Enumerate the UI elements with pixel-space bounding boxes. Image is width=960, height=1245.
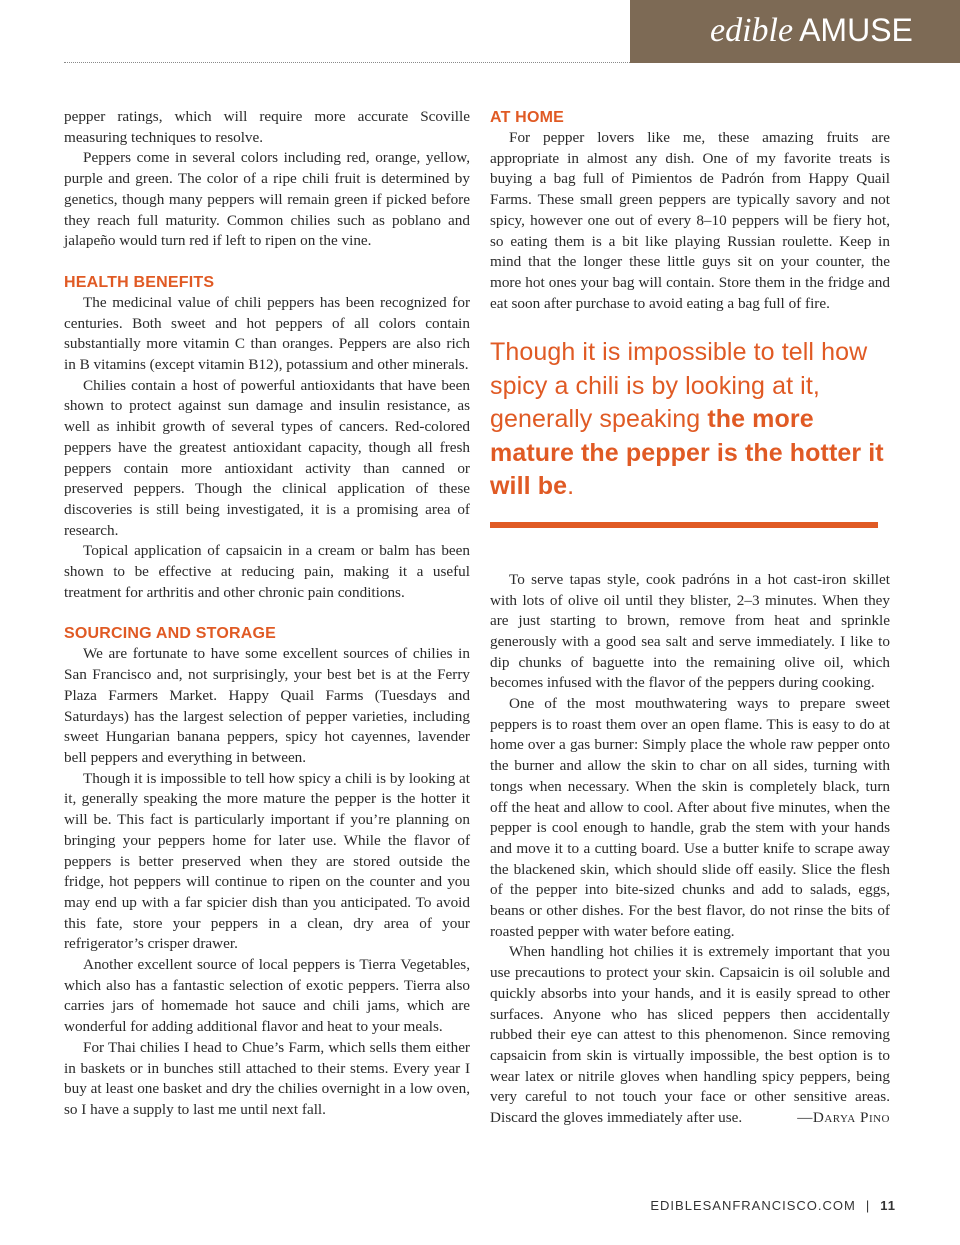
heading-sourcing-storage: SOURCING AND STORAGE xyxy=(64,625,277,643)
section-header-tab xyxy=(630,0,960,63)
heading-at-home: AT HOME xyxy=(490,109,564,126)
paragraph: Peppers come in several colors including red, orange, yellow, purple and green. The color of a ripe chili fruit is determined by genetics, though many peppers will remain green if picked before they reach full maturity. Common chilies such as poblano and jalapeño would turn red if left to ripen on the vine. xyxy=(64,149,470,250)
right-column xyxy=(490,107,890,1129)
paragraph: Chilies contain a host of powerful antioxidants that have been shown to protect against sun damage and insulin resistance, as well as inhibit growth of several types of cancers. Red-colored peppers have the greatest antioxidant capacity, though all fresh peppers contain more antioxidant activity than canned or preserved peppers. Though the clinical application of these discoveries is still being investigated, it is a promising area of research. xyxy=(64,376,470,539)
paragraph: For pepper lovers like me, these amazing fruits are appropriate in almost any dish. One of my favorite treats is buying a bag full of Pimientos de Padrón from Happy Quail Farms. These small green peppers are typically savory and not spicy, however one out of every 8–10 peppers will be fiery hot, so eating them is a bit like playing Russian roulette. Keep in mind that the longer these little guys sit on your counter, the more hot ones your bag will contain. Store them in the fridge and eat soon after purchase to avoid eating a bag full of fire. xyxy=(490,129,890,312)
footer-separator: | xyxy=(865,1198,871,1213)
paragraph: Another excellent source of local peppers is Tierra Vegetables, which also has a fantastic selection of exotic peppers. Tierra also carries jars of homemade hot sauce and chili jams, which are wonderful for adding additional flavor and heat to your meals. xyxy=(64,956,470,1036)
website-url: EDIBLESANFRANCISCO.COM xyxy=(650,1198,856,1213)
left-column xyxy=(64,107,470,1121)
paragraph: One of the most mouthwatering ways to prepare sweet peppers is to roast them over an open flame. This is easy to do at home over a gas burner: Simply place the whole raw pepper onto the burner and allow the skin to char on all sides, turning with tongs when necessary. When the skin is completely black, turn off the heat and allow to cool. After about five minutes, when the pepper is cool enough to handle, grab the stem with your hands and move it to a cutting board. Use a butter knife to scrape away the blackened skin, which should slide off easily. Slice the flesh of the pepper into bite-sized chunks and add to salads, eggs, beans or other dishes. For the best flavor, do not rinse the bits of roasted pepper with water before eating. xyxy=(490,695,890,940)
paragraph-text: When handling hot chilies it is extremely important that you use precautions to protect your skin. Capsaicin is oil soluble and quickly absorbs into your hands, and it is easily spread to other surfaces. Anyone who has sliced peppers then accidentally rubbed their eye can attest to this phenomenon. Since removing capsaicin from skin is virtually impossible, the best option is to wear latex or nitrile gloves when handling spicy peppers, being very careful to not touch your face or other sensitive areas. Discard the gloves immediately after use. xyxy=(490,943,890,1127)
pull-quote: Though it is impossible to tell how spicy a chili is by looking at it, generally speaking the more mature the pepper is the hotter it will be. xyxy=(490,338,884,501)
pull-quote-emphasis: the more mature the pepper is the hotter it will be xyxy=(490,405,884,501)
paragraph: Topical application of capsaicin in a cream or balm has been shown to be effective at reducing pain, making it a useful treatment for arthritis and other chronic pain conditions. xyxy=(64,542,470,601)
author-byline: —Darya Pino xyxy=(797,1109,890,1127)
pull-quote-text: Though it is impossible to tell how spicy a chili is by looking at it, generally speaking xyxy=(490,338,868,434)
paragraph: pepper ratings, which will require more accurate Scoville measuring techniques to resolve. xyxy=(64,108,470,146)
paragraph: We are fortunate to have some excellent sources of chilies in San Francisco and, not surprisingly, your best bet is at the Ferry Plaza Farmers Market. Happy Quail Farms (Tuesdays and Saturdays) has the largest selection of pepper varieties, including sweet Hungarian banana peppers, spicy hot cayennes, lavender bell peppers and everything in between. xyxy=(64,645,470,766)
section-title: AMUSE xyxy=(799,12,913,48)
heading-health-benefits: HEALTH BENEFITS xyxy=(64,273,215,291)
paragraph: For Thai chilies I head to Chue’s Farm, which sells them either in baskets or in bunches still attached to their stems. Every year I buy at least one basket and dry the chilies overnight in a low oven, so I have a supply to last me until next fall. xyxy=(64,1038,470,1118)
paragraph: Though it is impossible to tell how spicy a chili is by looking at it, generally speaking the more mature the pepper is the hotter it will be. This fact is particularly important if you’re planning on bringing your peppers home for later use. While the flavor of peppers is better preserved when they are stored outside the fridge, hot peppers will continue to ripen on the counter and you may end up with a far spicier dish than you anticipated. To avoid this fate, store your peppers in a clean, dry area of your refrigerator’s crisper drawer. xyxy=(64,769,470,953)
paragraph: To serve tapas style, cook padróns in a hot cast-iron skillet with lots of olive oil until they blister, 2–3 minutes. When they are just starting to brown, remove from heat and sprinkle generously with a good sea salt and serve immediately. I like to dip chunks of baguette into the remaining olive oil, which becomes infused with the flavor of the peppers during cooking. xyxy=(490,570,890,692)
paragraph: The medicinal value of chili peppers has been recognized for centuries. Both sweet and hot peppers of all colors contain substantially more vitamin C than oranges. Peppers are also rich in B vitamins (except vitamin B12), potassium and other minerals. xyxy=(64,293,470,374)
page-number: 11 xyxy=(880,1198,896,1213)
paragraph xyxy=(490,942,890,1128)
magazine-wordmark: edible xyxy=(710,12,794,49)
dotted-divider xyxy=(64,62,630,63)
page-footer xyxy=(650,1198,896,1213)
